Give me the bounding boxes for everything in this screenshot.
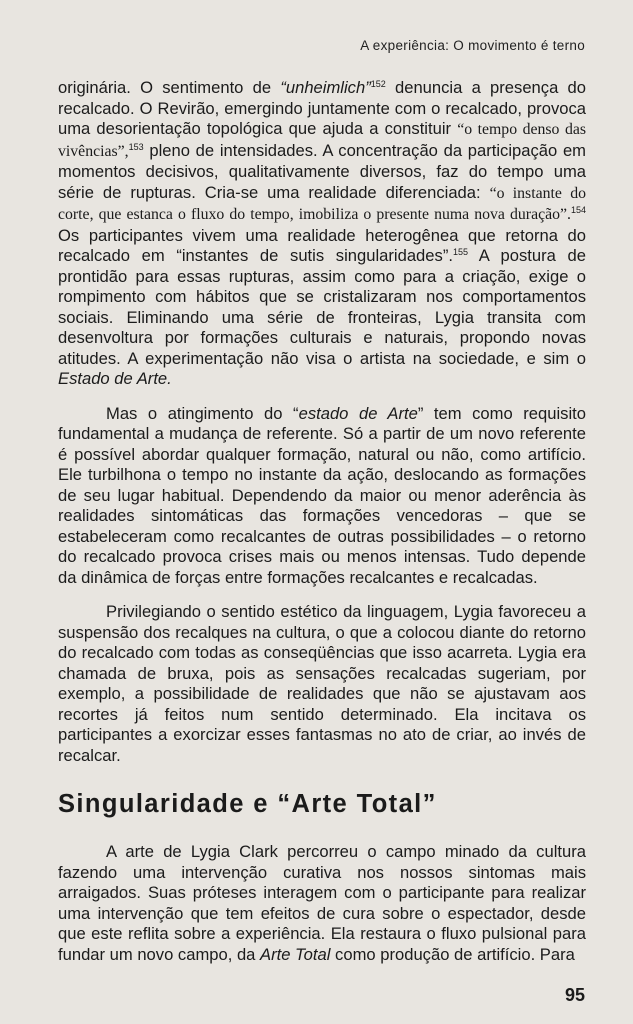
p2-text-1: Mas o atingimento do “: [106, 403, 299, 423]
p1-text-1: originária. O sentimento de: [58, 78, 281, 97]
body-text-section: [58, 842, 586, 965]
p1-emphasis-unheimlich: “unheimlich”: [280, 78, 371, 97]
p1-text-3: pleno de intensidades. A concentração da participação em momentos decisivos, qualitativamente diversos, faz do tempo uma série de rupturas. Cria-se uma realidade diferenciada:: [58, 140, 586, 202]
paragraph-4: [58, 842, 586, 965]
p4-text-2: como produção de artifício. Para: [330, 944, 575, 964]
paragraph-3: Privilegiando o sentido estético da linguagem, Lygia favoreceu a suspensão dos recalques na cultura, o que a colocou diante do retorno do recalcado com todas as conseqüências que isso acarreta. Lygia era chamada de bruxa, pois as sensações recalcadas sugeriam, por exemplo, a possibilidade de realidades que não se ajustavam aos recortes já feitos num sentido determinado. Ela incitava os participantes a exorcizar esses fantasmas no ato de criar, ao invés de recalcar.: [58, 602, 586, 765]
footnote-154: 154: [570, 205, 586, 215]
p1-quote-2: “o instante do corte, que estanca o fluxo do tempo, imobiliza o presente numa nova duração”.: [58, 184, 586, 223]
p1-text-2: denuncia a presença do recalcado. O Revirão, emergindo juntamente com o recalcado, provoca uma desorientação topológica que ajuda a constituir: [58, 78, 586, 138]
p4-text-1: A arte de Lygia Clark percorreu o campo minado da cultura fazendo uma intervenção curativa nos nossos sintomas mais arraigados. Suas próteses interagem com o participante para realizar uma intervenção que tem efeitos de cura sobre o espectador, desde que este reflita sobre a experiência. Ela restaura o fluxo pulsional para fundar um novo campo, da: [58, 842, 586, 964]
p1-quote-1: “o tempo denso das vivências”,: [58, 121, 586, 160]
page-number: 95: [564, 985, 585, 1005]
footnote-152: 152: [370, 79, 386, 89]
footnote-153: 153: [128, 141, 144, 152]
p1-emphasis-estado-de-arte: Estado de Arte.: [58, 369, 172, 388]
paragraph-1: [58, 78, 586, 390]
body-text: [58, 78, 586, 780]
paragraph-2: [58, 404, 586, 589]
p1-text-4: Os participantes vivem uma realidade heterogênea que retorna do recalcado em “instantes de sutis singularidades”.: [58, 225, 586, 265]
running-head: A experiência: O movimento é terno: [360, 38, 585, 53]
p4-emphasis: Arte Total: [260, 944, 331, 964]
p2-emphasis: estado de Arte: [298, 403, 418, 423]
p1-text-5: A postura de prontidão para essas rupturas, assim como para a criação, exige o rompimento com hábitos que se cristalizaram nos comportamentos sociais. Eliminando uma série de fronteiras, Lygia transita com desenvoltura por formações culturais e naturais, propondo novas atitudes. A experimentação não visa o artista na sociedade, e sim o: [58, 246, 586, 368]
p2-text-2: ” tem como requisito fundamental a mudança de referente. Só a partir de um novo referente é possível abordar qualquer formação, natural ou não, como artifício. Ele turbilhona o tempo no instante da ação, deslocando as formações de seu lugar habitual. Dependendo da maior ou menor aderência às realidades sintomáticas das formações vencedoras – que se estabeleceram como recalcantes de outras possibilidades – o retorno do recalcado provoca crises mais ou menos intensas. Tudo depende da dinâmica de forças entre formações recalcantes e recalcadas.: [58, 403, 586, 587]
section-heading: Singularidade e “Arte Total”: [58, 790, 437, 818]
footnote-155: 155: [452, 247, 468, 257]
